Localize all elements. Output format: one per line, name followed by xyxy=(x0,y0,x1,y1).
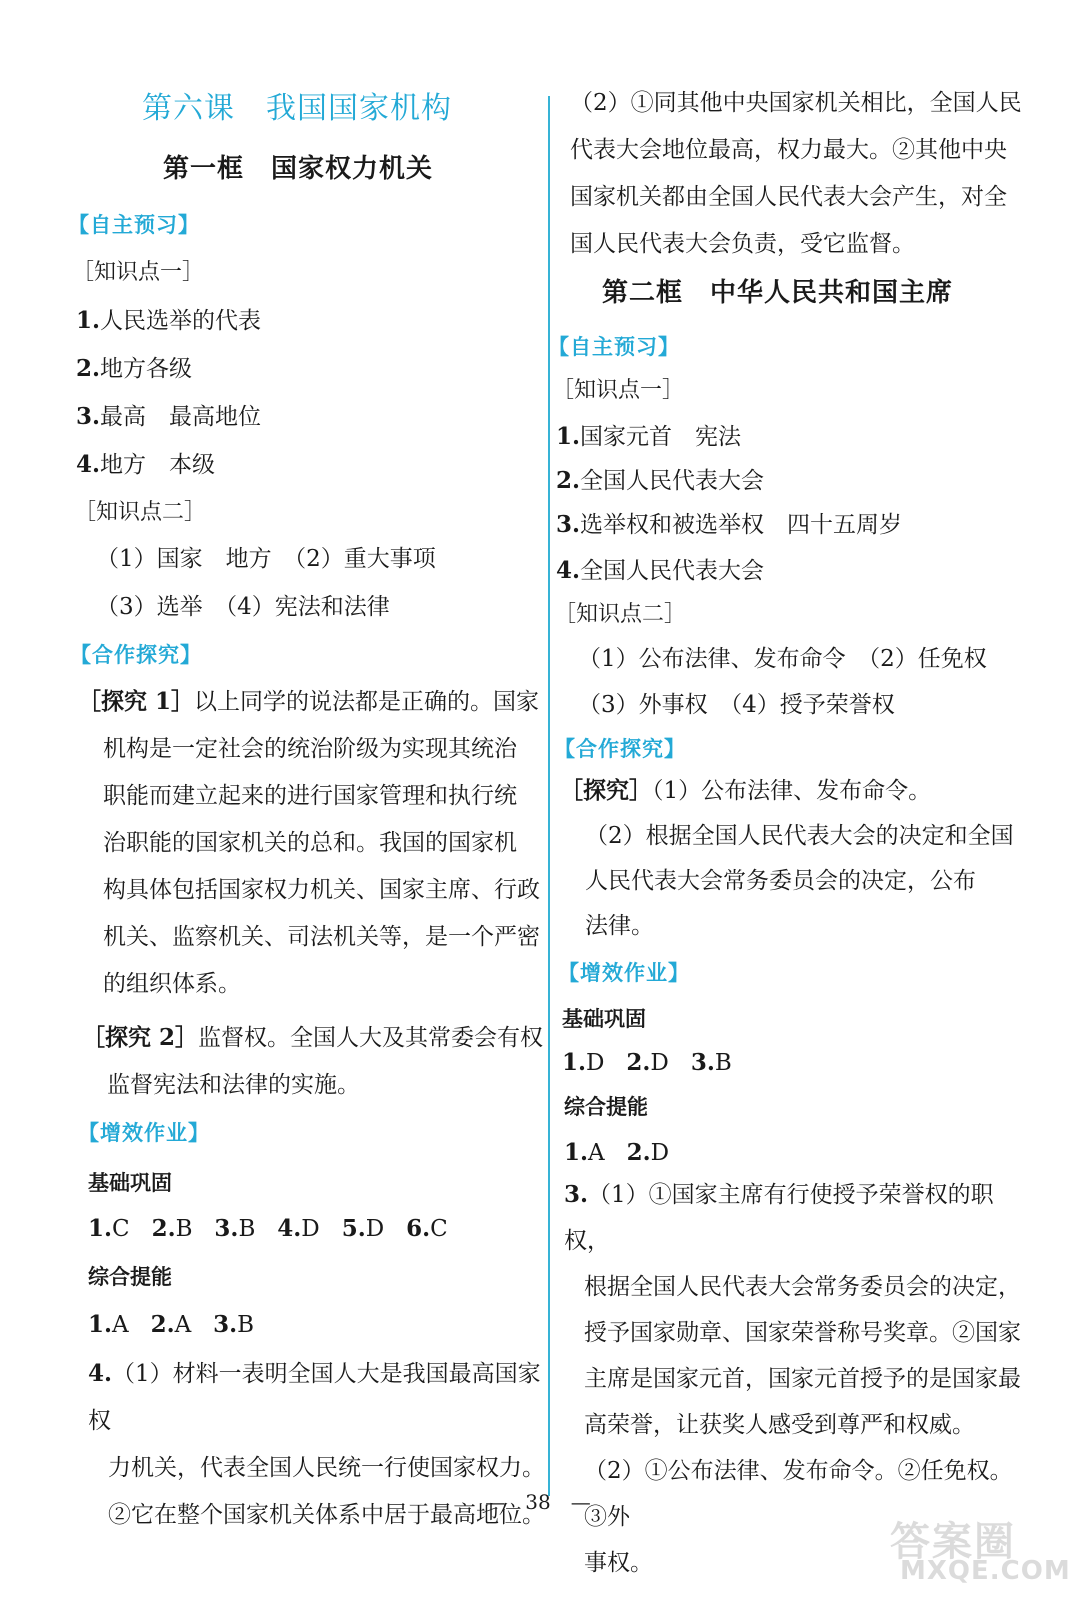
section-title-right: 第二框 中华人民共和国主席 xyxy=(602,278,954,308)
list-item: 2.全国人民代表大会 xyxy=(556,467,765,494)
question-3-answer: 3.（1）①国家主席有行使授予荣誉权的职权， 根据全国人民代表大会常务委员会的决定， 授予国家勋章、国家荣誉称号奖章。②国家 主席是国家元首，国家元首授予的是国家最 高荣誉，让获奖人感受到尊严和权威。 （2）①公布法律、发布命令。②任免权。③外 事权。 xyxy=(564,1181,1021,1576)
list-item: 3.最高 最高地位 xyxy=(76,403,262,430)
tag-preview: 【自主预习】 xyxy=(68,213,200,237)
explore-2-paragraph: ［探究 2］监督权。全国人大及其常委会有权 监督宪法和法律的实施。 xyxy=(82,1024,544,1098)
watermark-logo xyxy=(880,1510,1071,1590)
section-title-left: 第一框 国家权力机关 xyxy=(163,154,434,184)
explore-1-paragraph: ［探究 1］以上同学的说法都是正确的。国家 机构是一定社会的统治阶级为实现其统治 职能而建立起来的进行国家管理和执行统 治职能的国家机关的总和。我国的国家机 构具体包括国家权力机关、国家主席、行政 机关、监察机关、司法机关等，是一个严密 的组织体系。 xyxy=(78,688,540,997)
column-divider xyxy=(548,96,550,1496)
improve-label: 综合提能 xyxy=(88,1265,172,1289)
answer-row: 1.C 2.B 3.B 4.D 5.D 6.C xyxy=(88,1215,448,1242)
list-item: 3.选举权和被选举权 四十五周岁 xyxy=(556,511,903,538)
list-item: 1.国家元首 宪法 xyxy=(556,423,742,450)
watermark-url: MXQE.COM xyxy=(900,1556,1071,1586)
knowledge-point-label: ［知识点一］ xyxy=(72,260,205,285)
knowledge-point-label: ［知识点二］ xyxy=(554,602,687,627)
answer-row: 1.A 2.A 3.B xyxy=(88,1311,255,1338)
explore-paragraph: ［探究］（1）公布法律、发布命令。 （2）根据全国人民代表大会的决定和全国 人民代表大会常务委员会的决定，公布 法律。 xyxy=(560,777,1014,939)
knowledge-point-label: ［知识点一］ xyxy=(552,378,685,403)
tag-preview: 【自主预习】 xyxy=(548,335,680,359)
answer-row: 1.D 2.D 3.B xyxy=(562,1049,732,1076)
page-number: — 38 — xyxy=(485,1490,591,1514)
question-4-answer: 4.（1）材料一表明全国人大是我国最高国家权 力机关，代表全国人民统一行使国家权力。 ②它在整个国家机关体系中居于最高地位。 xyxy=(88,1360,545,1528)
list-item: （3）外事权 （4）授予荣誉权 xyxy=(578,692,895,718)
list-item: 1.人民选举的代表 xyxy=(76,307,262,334)
list-item: （1）国家 地方 （2）重大事项 xyxy=(96,546,436,572)
tag-homework: 【增效作业】 xyxy=(78,1121,210,1145)
improve-label: 综合提能 xyxy=(564,1095,648,1119)
list-item: （1）公布法律、发布命令 （2）任免权 xyxy=(578,646,987,672)
list-item: （3）选举 （4）宪法和法律 xyxy=(96,594,390,620)
tag-explore: 【合作探究】 xyxy=(70,643,202,667)
basic-label: 基础巩固 xyxy=(88,1171,172,1195)
tag-explore: 【合作探究】 xyxy=(554,737,686,761)
knowledge-point-label: ［知识点二］ xyxy=(74,500,207,525)
watermark-text: 答案圈 xyxy=(890,1519,1016,1565)
lesson-title: 第六课 我国国家机构 xyxy=(142,91,452,126)
list-item: 4.地方 本级 xyxy=(76,451,216,478)
list-item: 4.全国人民代表大会 xyxy=(556,557,765,584)
answer-row: 1.A 2.D xyxy=(564,1139,670,1166)
continued-answer: （2）①同其他中央国家机关相比，全国人民 代表大会地位最高，权力最大。②其他中央 国家机关都由全国人民代表大会产生，对全 国人民代表大会负责，受它监督。 xyxy=(570,90,1022,257)
tag-homework: 【增效作业】 xyxy=(558,961,690,985)
basic-label: 基础巩固 xyxy=(562,1007,646,1031)
list-item: 2.地方各级 xyxy=(76,355,193,382)
